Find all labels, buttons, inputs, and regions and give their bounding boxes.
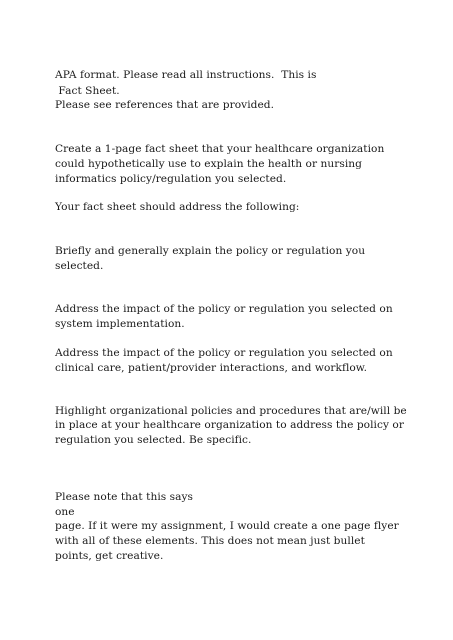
text-line: Please note that this says <box>55 491 194 503</box>
text-line: could hypothetically use to explain the health or nursing <box>55 158 362 170</box>
text-line: Your fact sheet should address the following: <box>55 201 300 213</box>
text-line: clinical care, patient/provider interactions, and workflow. <box>55 362 368 374</box>
text-line: Please see references that are provided. <box>55 99 275 111</box>
text-line: Fact Sheet. <box>55 85 120 97</box>
text-line: informatics policy/regulation you selected. <box>55 173 287 185</box>
text-line: regulation you selected. Be specific. <box>55 434 252 446</box>
text-line: one <box>55 506 75 518</box>
text-line: system implementation. <box>55 318 185 330</box>
text-line: selected. <box>55 260 104 272</box>
text-line: with all of these elements. This does not mean just bullet <box>55 535 365 547</box>
text-line: APA format. Please read all instructions. This is <box>55 69 317 81</box>
text-line: Briefly and generally explain the policy or regulation you <box>55 245 366 257</box>
text-line: Create a 1-page fact sheet that your healthcare organization <box>55 143 385 155</box>
text-line: points, get creative. <box>55 550 164 562</box>
text-line: page. If it were my assignment, I would create a one page flyer <box>55 520 399 532</box>
text-line: Highlight organizational policies and procedures that are/will be <box>55 405 407 417</box>
text-line: Address the impact of the policy or regulation you selected on <box>55 347 393 359</box>
text-line: Address the impact of the policy or regulation you selected on <box>55 303 393 315</box>
text-line: in place at your healthcare organization to address the policy or <box>55 419 404 431</box>
